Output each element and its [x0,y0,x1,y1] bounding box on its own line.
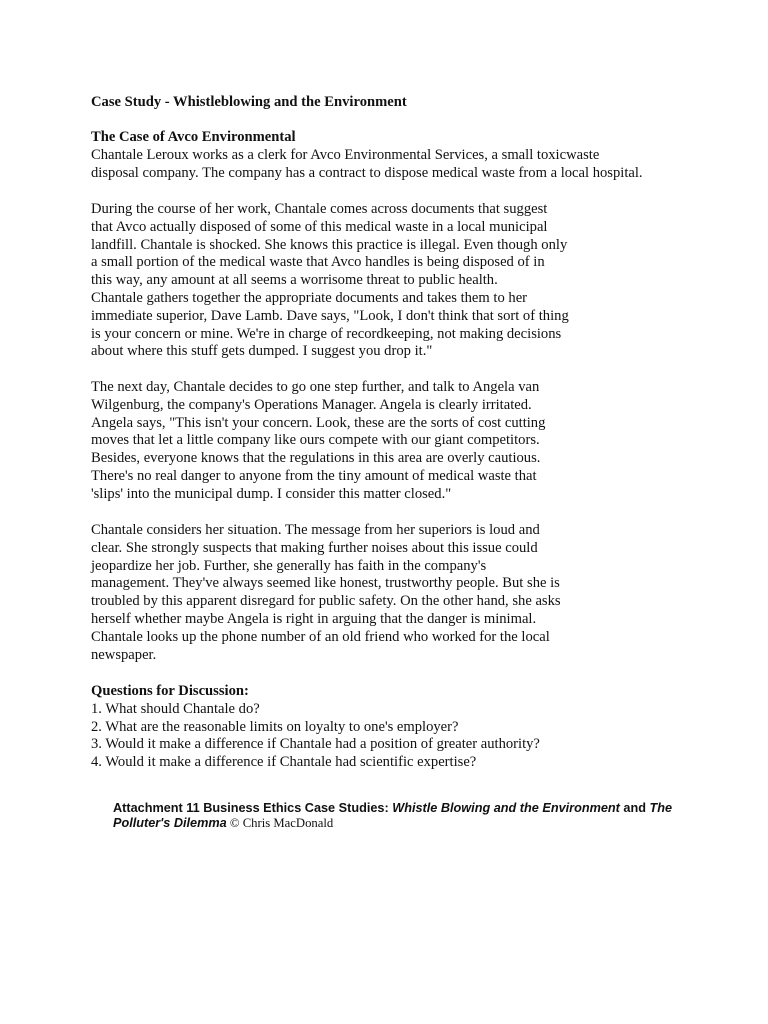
paragraph-line: Angela says, "This isn't your concern. Look, these are the sorts of cost cutting [91,414,546,431]
question-item: 2. What are the reasonable limits on loyalty to one's employer? [91,718,459,735]
paragraph-line: management. They've always seemed like honest, trustworthy people. But she is [91,575,560,592]
paragraph-line: is your concern or mine. We're in charge of recordkeeping, not making decisions [91,325,562,342]
footer-title-whistle: Whistle Blowing and the Environment [392,801,620,815]
case-heading: The Case of Avco Environmental [91,129,296,145]
footer-title-polluter-part1: The [649,801,673,815]
document-title: Case Study - Whistleblowing and the Environment [91,94,407,110]
case-section [91,129,691,182]
footer-prefix: Attachment 11 Business Ethics Case Studies: [113,801,393,815]
paragraph-line: newspaper. [91,646,157,663]
paragraph-line: a small portion of the medical waste that Avco handles is being disposed of in [91,254,545,271]
footer-copyright: © Chris MacDonald [226,816,334,830]
paragraph-line: Wilgenburg, the company's Operations Manager. Angela is clearly irritated. [91,396,532,413]
paragraph-line: There's no real danger to anyone from the tiny amount of medical waste that [91,467,537,484]
paragraph-line: 'slips' into the municipal dump. I consider this matter closed." [91,485,452,502]
paragraph-line: clear. She strongly suspects that making further noises about this issue could [91,539,538,556]
question-item: 1. What should Chantale do? [91,700,260,717]
paragraph-discovery [91,201,691,361]
paragraph-line: jeopardize her job. Further, she generally has faith in the company's [91,557,487,574]
paragraph-line: moves that let a little company like ours compete with our giant competitors. [91,432,540,449]
paragraph-line: disposal company. The company has a contract to dispose medical waste from a local hospital. [91,164,643,181]
paragraph-line: immediate superior, Dave Lamb. Dave says, "Look, I don't think that sort of thing [91,307,569,324]
paragraph-line: During the course of her work, Chantale comes across documents that suggest [91,201,548,217]
paragraph-line: Besides, everyone knows that the regulations in this area are overly cautious. [91,450,541,467]
paragraph-line: this way, any amount at all seems a worrisome threat to public health. [91,272,498,289]
paragraph-line: Chantale considers her situation. The message from her superiors is loud and [91,522,540,538]
paragraph-line: troubled by this apparent disregard for public safety. On the other hand, she asks [91,593,561,610]
footer-and: and [619,801,650,815]
paragraph-line: Chantale looks up the phone number of an old friend who worked for the local [91,628,550,645]
paragraph-next-day [91,379,691,504]
paragraph-intro [91,147,691,183]
question-item: 3. Would it make a difference if Chantale had a position of greater authority? [91,736,540,753]
footer-title-polluter-part2: Polluter's Dilemma [113,816,227,830]
paragraph-line: Chantale Leroux works as a clerk for Avco Environmental Services, a small toxicwaste [91,146,600,163]
paragraph-line: The next day, Chantale decides to go one step further, and talk to Angela van [91,379,540,395]
attribution-footer [113,801,693,831]
question-item: 4. Would it make a difference if Chantale had scientific expertise? [91,754,477,771]
paragraph-line: that Avco actually disposed of some of this medical waste in a local municipal [91,218,548,235]
questions-section [91,683,691,772]
paragraph-situation [91,522,691,664]
paragraph-line: about where this stuff gets dumped. I suggest you drop it." [91,343,433,360]
paragraph-line: herself whether maybe Angela is right in arguing that the danger is minimal. [91,610,537,627]
paragraph-line: Chantale gathers together the appropriate documents and takes them to her [91,289,528,306]
paragraph-line: landfill. Chantale is shocked. She knows this practice is illegal. Even though only [91,236,568,253]
questions-heading: Questions for Discussion: [91,683,249,699]
